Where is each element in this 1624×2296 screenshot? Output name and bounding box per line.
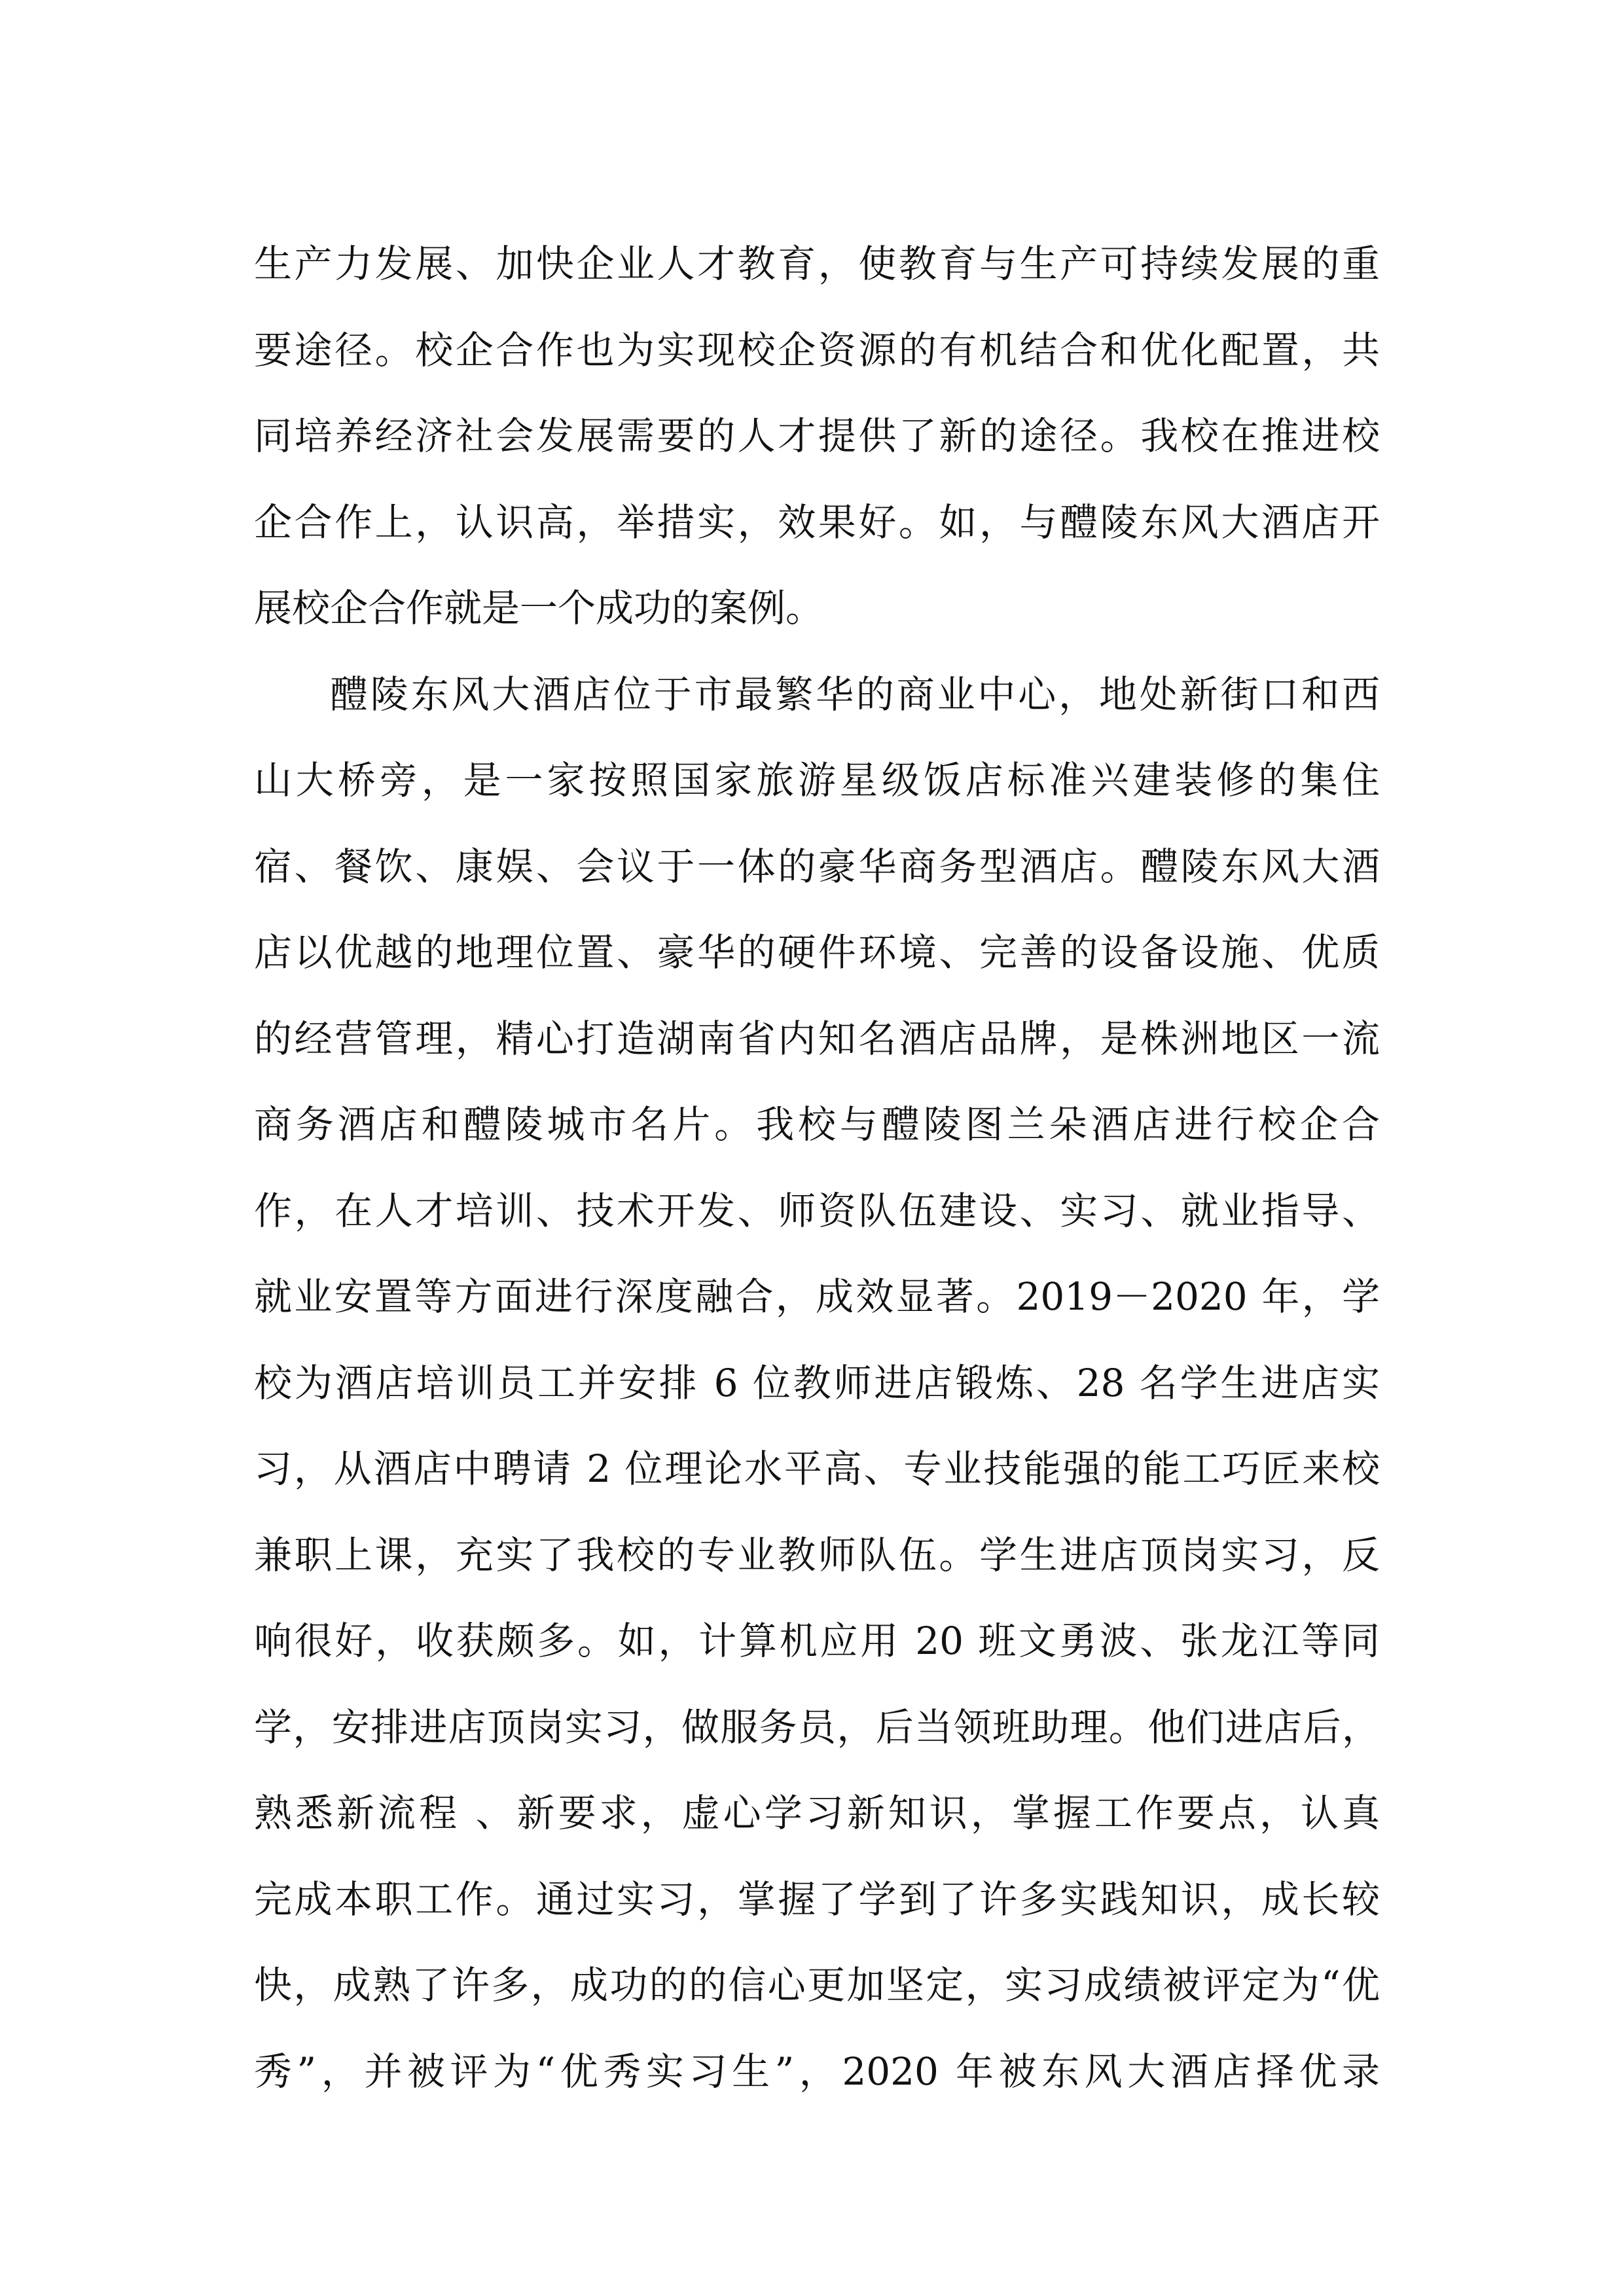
text-line: 醴陵东风大酒店位于市最繁华的商业中心，地处新街口和西 (330, 672, 1380, 717)
text-line: 熟悉新流程 、新要求，虚心学习新知识，掌握工作要点，认真 (254, 1791, 1380, 1835)
text-line: 的经营管理，精心打造湖南省内知名酒店品牌，是株洲地区一流 (254, 1016, 1380, 1061)
text-line: 学，安排进店顶岗实习，做服务员，后当领班助理。他们进店后， (254, 1704, 1380, 1749)
text-line: 企合作上，认识高，举措实，效果好。如，与醴陵东风大酒店开 (254, 499, 1380, 545)
text-line: 展校企合作就是一个成功的案例。 (254, 586, 824, 630)
paragraph-2 (254, 652, 1380, 2115)
text-line: 响很好，收获颇多。如，计算机应用 20 班文勇波、张龙江等同 (254, 1619, 1380, 1663)
paragraph-1 (254, 221, 1380, 652)
text-line: 作，在人才培训、技术开发、师资队伍建设、实习、就业指导、 (254, 1188, 1380, 1233)
text-line: 完成本职工作。通过实习，掌握了学到了许多实践知识，成长较 (254, 1876, 1380, 1922)
text-line: 习，从酒店中聘请 2 位理论水平高、专业技能强的能工巧匠来校 (254, 1446, 1380, 1491)
document-body (254, 221, 1380, 2115)
text-line: 生产力发展、加快企业人才教育，使教育与生产可持续发展的重 (254, 242, 1380, 286)
text-line: 同培养经济社会发展需要的人才提供了新的途径。我校在推进校 (254, 414, 1380, 458)
text-line: 快，成熟了许多，成功的的信心更加坚定，实习成绩被评定为“优 (254, 1963, 1380, 2007)
text-line: 山大桥旁，是一家按照国家旅游星级饭店标准兴建装修的集住 (254, 758, 1380, 802)
text-line: 要途径。校企合作也为实现校企资源的有机结合和优化配置，共 (254, 327, 1380, 372)
text-line: 秀”，并被评为“优秀实习生”，2020 年被东风大酒店择优录 (254, 2049, 1380, 2094)
text-line: 宿、餐饮、康娱、会议于一体的豪华商务型酒店。醴陵东风大酒 (254, 844, 1380, 889)
text-line: 店以优越的地理位置、豪华的硬件环境、完善的设备设施、优质 (254, 930, 1380, 975)
text-line: 兼职上课，充实了我校的专业教师队伍。学生进店顶岗实习，反 (254, 1532, 1380, 1577)
text-line: 校为酒店培训员工并安排 6 位教师进店锻炼、28 名学生进店实 (254, 1360, 1380, 1405)
text-line: 商务酒店和醴陵城市名片。我校与醴陵图兰朵酒店进行校企合 (254, 1102, 1380, 1147)
text-line: 就业安置等方面进行深度融合，成效显著。2019－2020 年，学 (254, 1274, 1380, 1319)
